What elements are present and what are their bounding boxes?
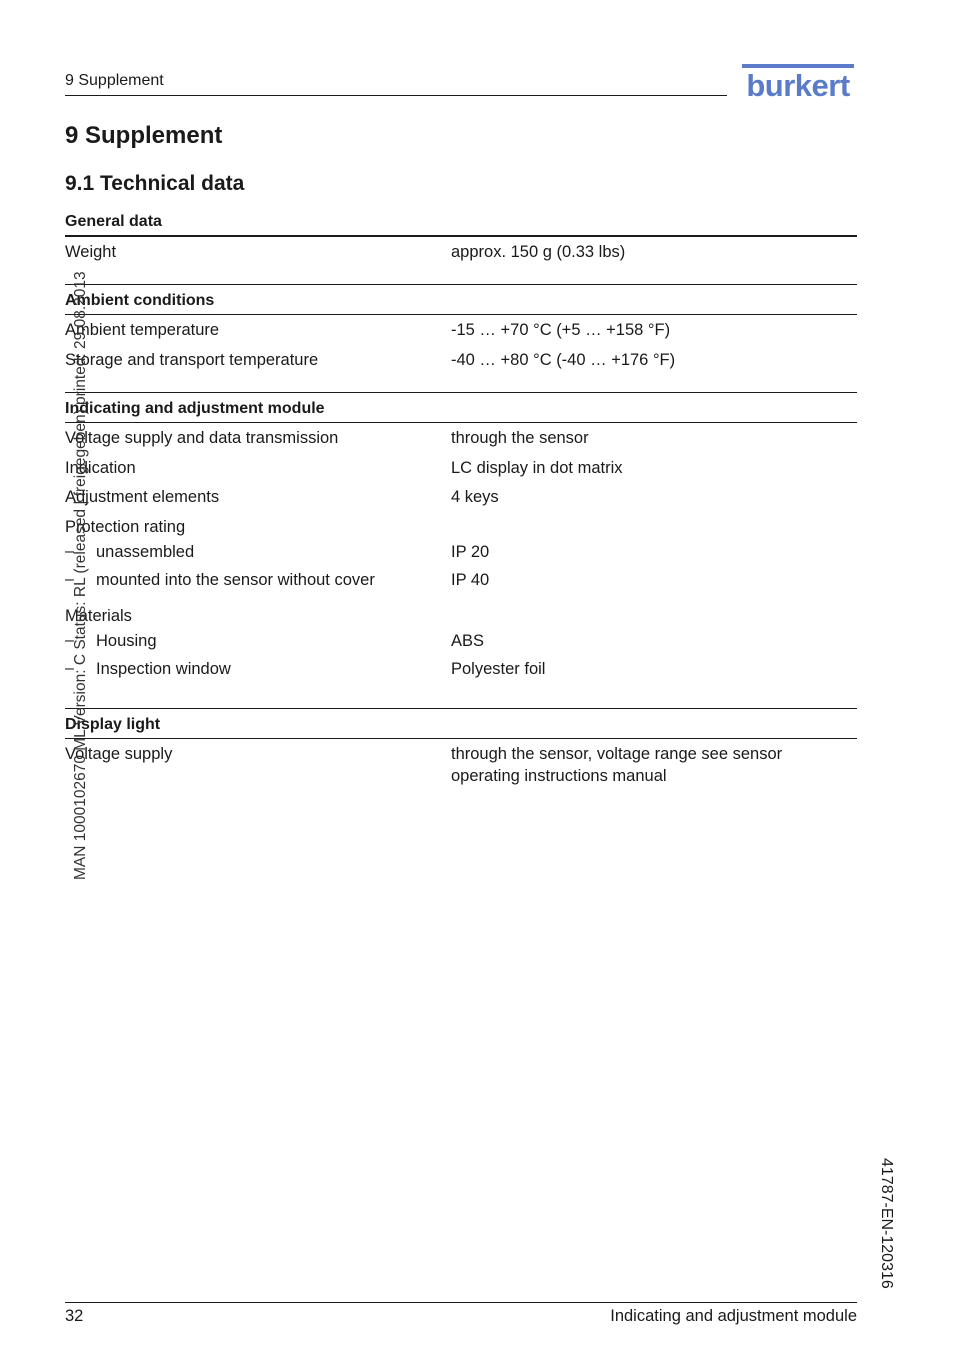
material-item-value: Polyester foil — [451, 660, 546, 678]
adjustment-value: 4 keys — [451, 488, 499, 506]
bullet-dash: – — [65, 632, 74, 649]
page-number: 32 — [65, 1307, 84, 1325]
ambient-temp-value: -15 … +70 °C (+5 … +158 °F) — [451, 321, 671, 339]
material-item-label: Housing — [96, 632, 157, 650]
ambient-temp-label: Ambient temperature — [65, 321, 220, 339]
footer-rule — [65, 1302, 857, 1303]
logo-text: burkert — [746, 68, 850, 100]
material-item-label: Inspection window — [96, 660, 231, 678]
section-rule — [65, 235, 857, 237]
protection-item-value: IP 40 — [451, 571, 490, 589]
display-light-heading: Display light — [65, 716, 161, 733]
voltage-label: Voltage supply and data transmission — [65, 429, 339, 447]
bullet-dash: – — [65, 543, 74, 560]
protection-label: Protection rating — [65, 518, 186, 536]
display-voltage-label: Voltage supply — [65, 745, 173, 763]
ambient-heading: Ambient conditions — [65, 292, 215, 309]
burkert-logo — [740, 64, 858, 100]
header-rule — [65, 95, 727, 96]
voltage-value: through the sensor — [451, 429, 589, 447]
chapter-title: 9 Supplement — [65, 122, 223, 149]
material-item-value: ABS — [451, 632, 485, 650]
module-heading: Indicating and adjustment module — [65, 400, 325, 417]
section-divider — [65, 284, 857, 285]
document-code-sidebar: 41787-EN-120316 — [878, 1158, 895, 1289]
section-rule — [65, 738, 857, 739]
footer-title: Indicating and adjustment module — [610, 1307, 857, 1325]
protection-item-label: unassembled — [96, 543, 195, 561]
indication-value: LC display in dot matrix — [451, 459, 623, 477]
section-divider — [65, 708, 857, 709]
section-title: 9.1 Technical data — [65, 172, 245, 195]
weight-label: Weight — [65, 243, 117, 261]
protection-item-label: mounted into the sensor without cover — [96, 571, 375, 589]
protection-item-value: IP 20 — [451, 543, 490, 561]
section-rule — [65, 422, 857, 423]
bullet-dash: – — [65, 660, 74, 677]
section-divider — [65, 392, 857, 393]
storage-temp-label: Storage and transport temperature — [65, 351, 319, 369]
adjustment-label: Adjustment elements — [65, 488, 220, 506]
display-voltage-value-line2: operating instructions manual — [451, 767, 667, 785]
indication-label: Indication — [65, 459, 136, 477]
bullet-dash: – — [65, 571, 74, 588]
section-rule — [65, 314, 857, 315]
materials-label: Materials — [65, 607, 132, 625]
display-voltage-value-line1: through the sensor, voltage range see sensor — [451, 745, 783, 763]
general-data-heading: General data — [65, 213, 162, 230]
document-status-sidebar: MAN 1000102670 ML Version: C Status: RL (released | freigegeben) printed: 29.08.2013 — [72, 271, 89, 880]
running-header: 9 Supplement — [65, 72, 164, 89]
storage-temp-value: -40 … +80 °C (-40 … +176 °F) — [451, 351, 676, 369]
weight-value: approx. 150 g (0.33 lbs) — [451, 243, 626, 261]
